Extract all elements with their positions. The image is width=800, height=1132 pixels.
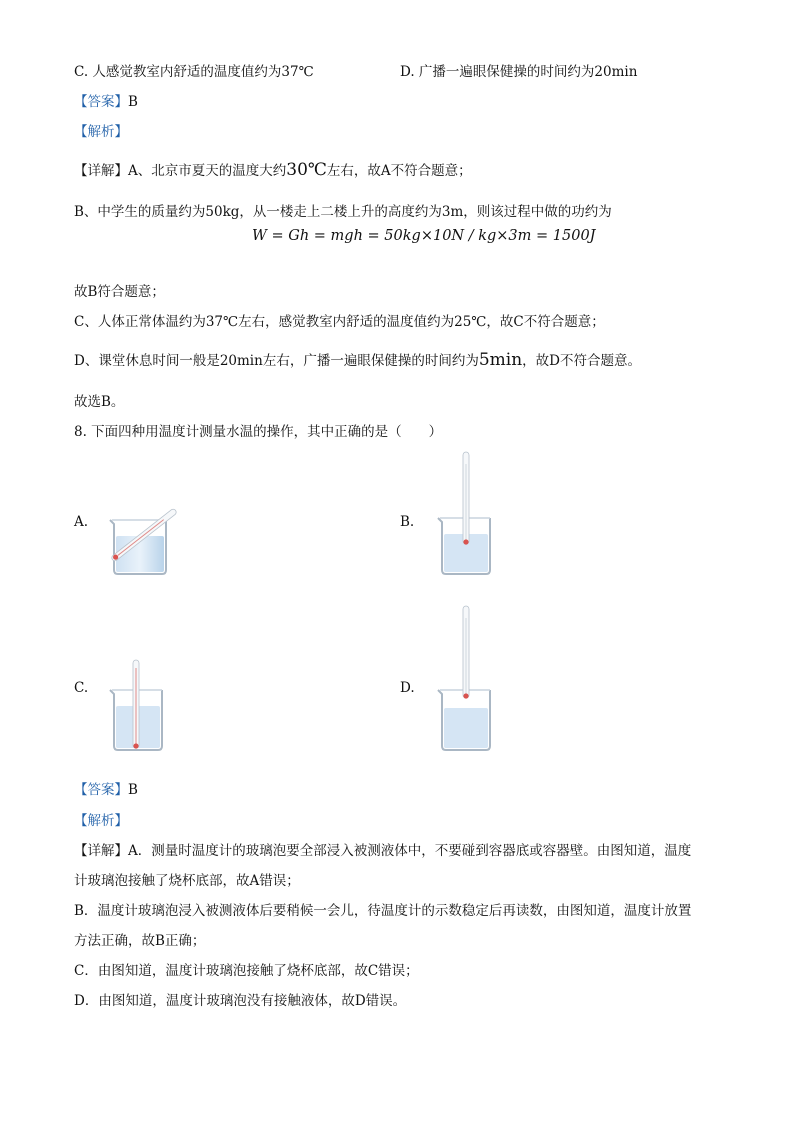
beaker-c-figure	[104, 658, 174, 758]
detail-d-line: D．由图知道，温度计玻璃泡没有接触液体，故D错误。	[74, 993, 407, 1009]
work-formula: W = Gh = mgh = 50kg×10N / kg×3m = 1500J	[252, 228, 596, 244]
answer-value: B	[128, 94, 138, 110]
option-c-prev: C. 人感觉教室内舒适的温度值约为37℃	[74, 64, 314, 80]
answer-value-8: B	[128, 782, 138, 798]
detail-d-tail: ，故D不符合题意。	[522, 353, 641, 369]
detail-a-text: A、北京市夏天的温度大约	[128, 163, 287, 179]
answer-tag: 【答案】	[74, 94, 128, 110]
option-a-label: A.	[74, 514, 89, 530]
detail-a-text-1: A．测量时温度计的玻璃泡要全部浸入被测液体中，不要碰到容器底或容器壁。由图知道，温度	[128, 843, 692, 859]
detail-d-value: 5min	[478, 350, 523, 370]
detail-b-line1: B．温度计玻璃泡浸入被测液体后要稍候一会儿，待温度计的示数稳定后再读数，由图知道，温度计放置	[74, 903, 692, 919]
detail-b-conclusion: 故B符合题意；	[74, 284, 165, 300]
detail-b-prev: B、中学生的质量约为50kg，从一楼走上二楼上升的高度约为3m，则该过程中做的功约为	[74, 204, 612, 220]
answer-line	[74, 780, 138, 800]
detail-d-text: D、课堂休息时间一般是20min左右，广播一遍眼保健操的时间约为	[74, 353, 479, 369]
detail-a-line1	[74, 841, 691, 861]
answer-line-prev	[74, 92, 138, 112]
detail-a-tail: 左右，故A不符合题意；	[326, 163, 472, 179]
detail-tag: 【详解】	[74, 163, 128, 179]
option-c-label: C.	[74, 680, 89, 696]
detail-b-line2: 方法正确，故B正确；	[74, 933, 206, 949]
beaker-d-figure	[432, 604, 502, 756]
detail-c-prev: C、人体正常体温约为37℃左右，感觉教室内舒适的温度值约为25℃，故C不符合题意；	[74, 314, 605, 330]
analysis-tag-prev: 【解析】	[74, 124, 128, 140]
analysis-tag: 【解析】	[74, 813, 128, 829]
detail-a-line2: 计玻璃泡接触了烧杯底部，故A错误；	[74, 873, 300, 889]
detail-c-line: C．由图知道，温度计玻璃泡接触了烧杯底部，故C错误；	[74, 963, 419, 979]
beaker-a-figure	[104, 490, 184, 580]
beaker-b-figure	[432, 450, 502, 580]
option-b-label: B.	[400, 514, 415, 530]
question-8-stem: 8. 下面四种用温度计测量水温的操作，其中正确的是（ ）	[74, 424, 443, 440]
detail-a-value: 30℃	[286, 160, 327, 180]
detail-tag-8: 【详解】	[74, 843, 128, 859]
option-d-prev: D. 广播一遍眼保健操的时间约为20min	[400, 64, 638, 80]
detail-a-prev	[74, 160, 472, 181]
choice-line-prev: 故选B。	[74, 394, 125, 410]
answer-tag-8: 【答案】	[74, 782, 128, 798]
option-d-label: D.	[400, 680, 415, 696]
detail-d-prev	[74, 350, 641, 371]
